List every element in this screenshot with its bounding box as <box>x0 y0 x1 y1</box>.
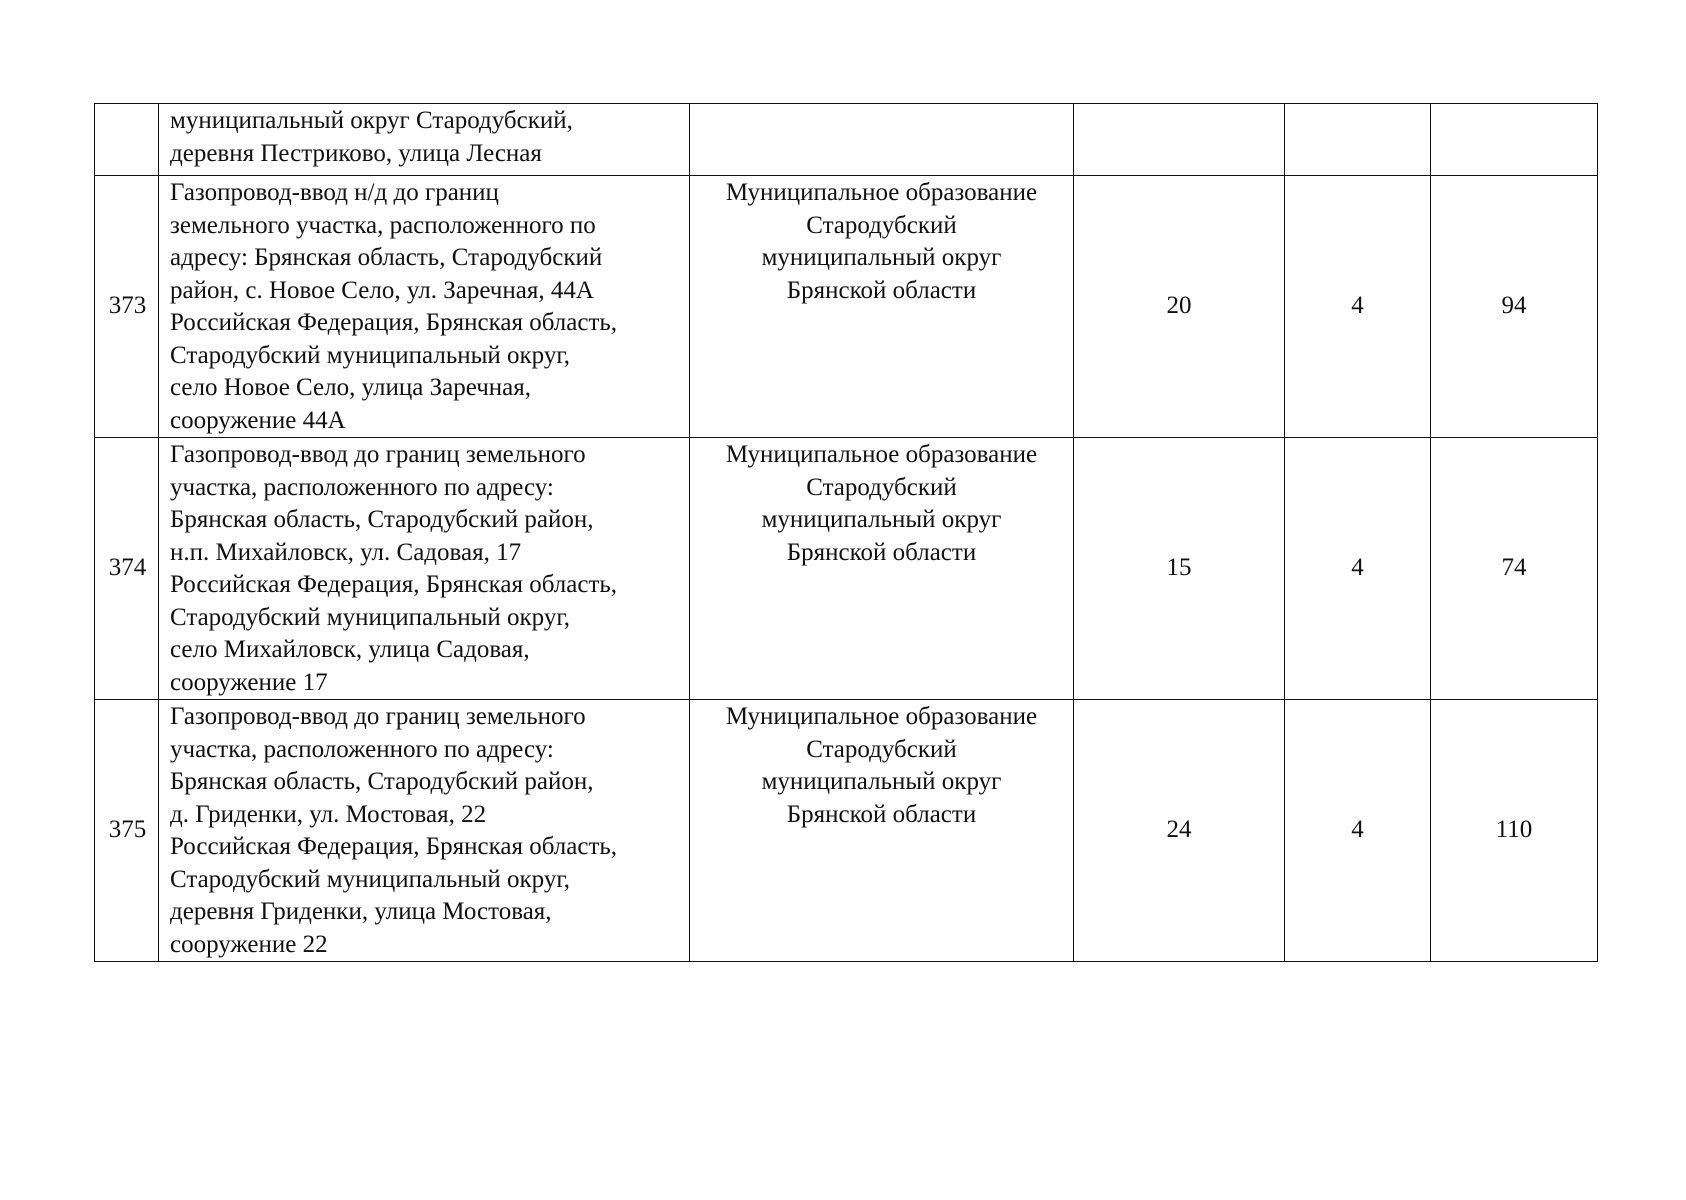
value-column-5: 4 <box>1285 438 1431 700</box>
row-number: 373 <box>95 176 159 438</box>
row-number: 374 <box>95 438 159 700</box>
value-column-5 <box>1285 104 1431 176</box>
value-column-5: 4 <box>1285 176 1431 438</box>
table-row-375 <box>95 700 1598 962</box>
object-description: муниципальный округ Стародубский, деревня Пестриково, улица Лесная <box>159 104 690 176</box>
object-description: Газопровод-ввод н/д до границ земельного участка, расположенного по адресу: Брянская область, Стародубский район, с. Новое Село, ул. Заречная, 44А Российская Федерация, Брянская область, Стародубский муниципальный округ, село Новое Село, улица Заречная, сооружение 44А <box>159 176 690 438</box>
registry-table <box>94 103 1598 962</box>
value-column-6 <box>1431 104 1598 176</box>
object-description: Газопровод-ввод до границ земельного участка, расположенного по адресу: Брянская область, Стародубский район, д. Гриденки, ул. Мостовая, 22 Российская Федерация, Брянская область, Стародубский муниципальный округ, деревня Гриденки, улица Мостовая, сооружение 22 <box>159 700 690 962</box>
table-row-373 <box>95 176 1598 438</box>
owner-name <box>690 104 1074 176</box>
table-row-374 <box>95 438 1598 700</box>
owner-name: Муниципальное образование Стародубский муниципальный округ Брянской области <box>690 438 1074 700</box>
row-number: 375 <box>95 700 159 962</box>
value-column-6: 94 <box>1431 176 1598 438</box>
value-column-6: 110 <box>1431 700 1598 962</box>
value-column-5: 4 <box>1285 700 1431 962</box>
row-number <box>95 104 159 176</box>
value-column-4: 20 <box>1074 176 1285 438</box>
owner-name: Муниципальное образование Стародубский муниципальный округ Брянской области <box>690 700 1074 962</box>
value-column-4: 24 <box>1074 700 1285 962</box>
value-column-4: 15 <box>1074 438 1285 700</box>
object-description: Газопровод-ввод до границ земельного участка, расположенного по адресу: Брянская область, Стародубский район, н.п. Михайловск, ул. Садовая, 17 Российская Федерация, Брянская область, Стародубский муниципальный округ, село Михайловск, улица Садовая, сооружение 17 <box>159 438 690 700</box>
value-column-6: 74 <box>1431 438 1598 700</box>
owner-name: Муниципальное образование Стародубский муниципальный округ Брянской области <box>690 176 1074 438</box>
table-row-continuation <box>95 104 1598 176</box>
value-column-4 <box>1074 104 1285 176</box>
